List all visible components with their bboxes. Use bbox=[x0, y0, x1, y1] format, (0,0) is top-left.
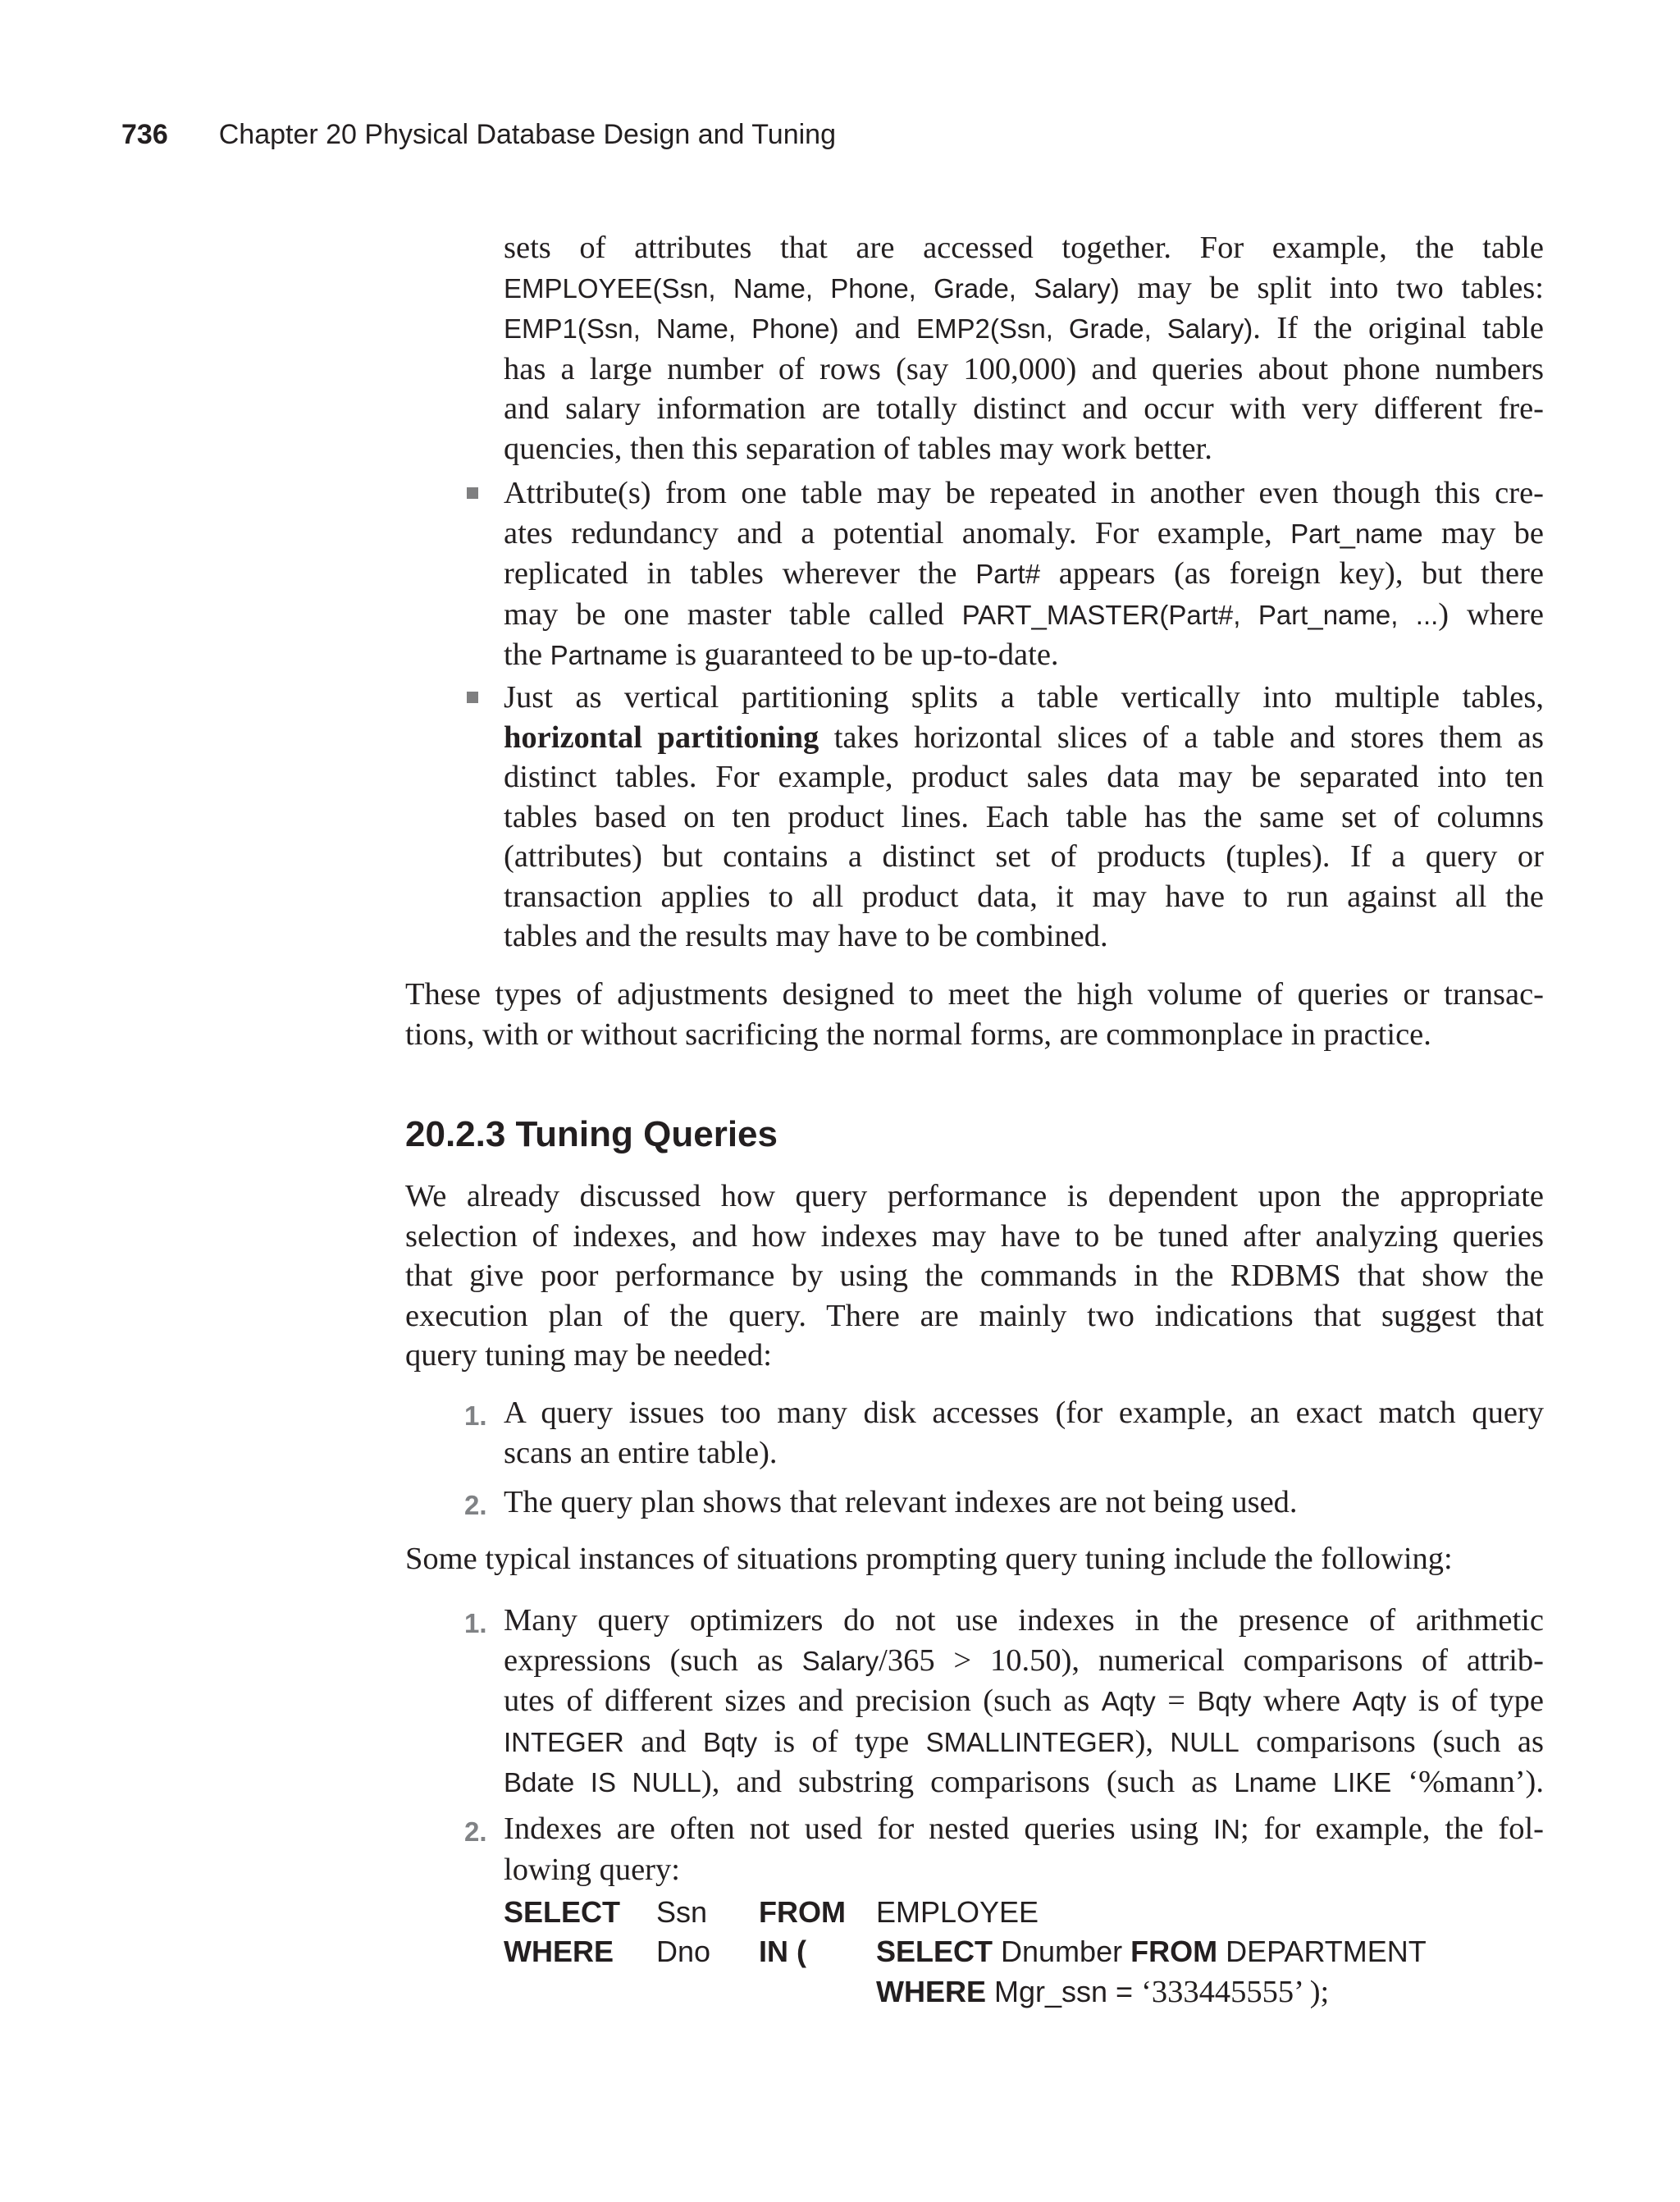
bullet-square-icon bbox=[467, 692, 478, 703]
text-line: The query plan shows that relevant indexes are not being used. bbox=[504, 1485, 1298, 1519]
text-line: EMP1(Ssn, Name, Phone) and EMP2(Ssn, Grade, Salary). If the original table bbox=[504, 311, 1544, 345]
text-line: These types of adjustments designed to meet the high volume of queries or transac- bbox=[405, 977, 1544, 1012]
text-line: tions, with or without sacrificing the normal forms, are commonplace in practice. bbox=[405, 1016, 1431, 1052]
bullet-horizontal-text bbox=[504, 678, 1544, 957]
list-item bbox=[504, 1393, 1544, 1473]
text-line: INTEGER and Bqty is of type SMALLINTEGER), NULL comparisons (such as bbox=[504, 1724, 1544, 1759]
list-number: 2. bbox=[464, 1816, 487, 1847]
page-number: 736 bbox=[121, 119, 168, 150]
text-line: the Partname is guaranteed to be up-to-date. bbox=[504, 637, 1059, 672]
text-line: distinct tables. For example, product sales data may be separated into ten bbox=[504, 760, 1544, 794]
continued-bullet-text bbox=[504, 228, 1544, 468]
text-line: expressions (such as Salary/365 > 10.50), numerical comparisons of attrib- bbox=[504, 1642, 1544, 1678]
text-line: ates redundancy and a potential anomaly. For example, Part_name may be bbox=[504, 515, 1544, 550]
list-item bbox=[504, 1809, 1544, 1889]
text-line: (attributes) but contains a distinct set of products (tuples). If a query or bbox=[504, 839, 1544, 874]
text-line: scans an entire table). bbox=[504, 1435, 778, 1470]
sql-token: Dno bbox=[656, 1935, 711, 1968]
text-line: that give poor performance by using the commands in the RDBMS that show the bbox=[405, 1259, 1544, 1293]
text-line: sets of attributes that are accessed together. For example, the table bbox=[504, 231, 1544, 265]
text-line: tables and the results may have to be combined. bbox=[504, 919, 1108, 953]
list-number: 2. bbox=[464, 1490, 487, 1520]
bullet-redundancy-text bbox=[504, 473, 1544, 676]
text-line: execution plan of the query. There are mainly two indications that suggest that bbox=[405, 1298, 1544, 1333]
text-line: transaction applies to all product data, it may have to run against all the bbox=[504, 879, 1544, 914]
instances-intro bbox=[405, 1539, 1544, 1579]
text-line: Attribute(s) from one table may be repeated in another even though this cre- bbox=[504, 476, 1544, 510]
text-line: selection of indexes, and how indexes may have to be tuned after analyzing queries bbox=[405, 1218, 1544, 1254]
running-head bbox=[121, 119, 836, 151]
text-line: Just as vertical partitioning splits a table vertically into multiple tables, bbox=[504, 680, 1544, 715]
summary-paragraph bbox=[405, 975, 1544, 1054]
list-item bbox=[504, 1601, 1544, 1803]
text-line: utes of different sizes and precision (such as Aqty = Bqty where Aqty is of type bbox=[504, 1683, 1545, 1718]
key-term: horizontal partitioning bbox=[504, 720, 819, 755]
chapter-title: Chapter 20 Physical Database Design and Tuning bbox=[218, 119, 836, 150]
text-line: Many query optimizers do not use indexes in the presence of arithmetic bbox=[504, 1603, 1544, 1638]
sql-subquery: SELECT Dnumber FROM DEPARTMENT bbox=[876, 1935, 1427, 1968]
text-line: tables based on ten product lines. Each table has the same set of columns bbox=[504, 799, 1544, 834]
text-line: EMPLOYEE(Ssn, Name, Phone, Grade, Salary) may be split into two tables: bbox=[504, 270, 1544, 305]
section-intro-paragraph bbox=[405, 1176, 1544, 1376]
text-line: A query issues too many disk accesses (for example, an exact match query bbox=[504, 1396, 1544, 1430]
sql-subquery-where: WHERE Mgr_ssn = ‘333445555’ ); bbox=[876, 1975, 1330, 2009]
list-number: 1. bbox=[464, 1608, 487, 1638]
text-line: has a large number of rows (say 100,000) and queries about phone numbers bbox=[504, 351, 1544, 386]
text-line: query tuning may be needed: bbox=[405, 1338, 772, 1373]
sql-keyword: SELECT bbox=[504, 1895, 621, 1929]
text-line: lowing query: bbox=[504, 1852, 680, 1887]
text-line: We already discussed how query performance is dependent upon the appropriate bbox=[405, 1179, 1544, 1213]
text-line: Indexes are often not used for nested queries using IN; for example, the fol- bbox=[504, 1811, 1544, 1846]
text-line: Some typical instances of situations prompting query tuning include the following: bbox=[405, 1542, 1453, 1576]
sql-keyword: FROM bbox=[759, 1895, 846, 1929]
sql-keyword: IN ( bbox=[759, 1935, 806, 1968]
list-item bbox=[504, 1482, 1544, 1523]
text-line: quencies, then this separation of tables may work better. bbox=[504, 431, 1212, 466]
text-line: replicated in tables wherever the Part# appears (as foreign key), but there bbox=[504, 556, 1544, 591]
sql-token: EMPLOYEE bbox=[876, 1895, 1039, 1929]
sql-keyword: WHERE bbox=[504, 1935, 614, 1968]
text-line: horizontal partitioning takes horizontal slices of a table and stores them as bbox=[504, 720, 1544, 755]
sql-token: Ssn bbox=[656, 1895, 708, 1929]
section-heading: 20.2.3 Tuning Queries bbox=[405, 1114, 778, 1154]
bullet-square-icon bbox=[467, 487, 478, 499]
text-line: and salary information are totally distinct and occur with very different fre- bbox=[504, 391, 1544, 426]
text-line: Bdate IS NULL), and substring comparisons (such as Lname LIKE ‘%mann’). bbox=[504, 1765, 1545, 1799]
list-number: 1. bbox=[464, 1400, 487, 1431]
text-line: may be one master table called PART_MASTER(Part#, Part_name, ...) where bbox=[504, 596, 1545, 632]
